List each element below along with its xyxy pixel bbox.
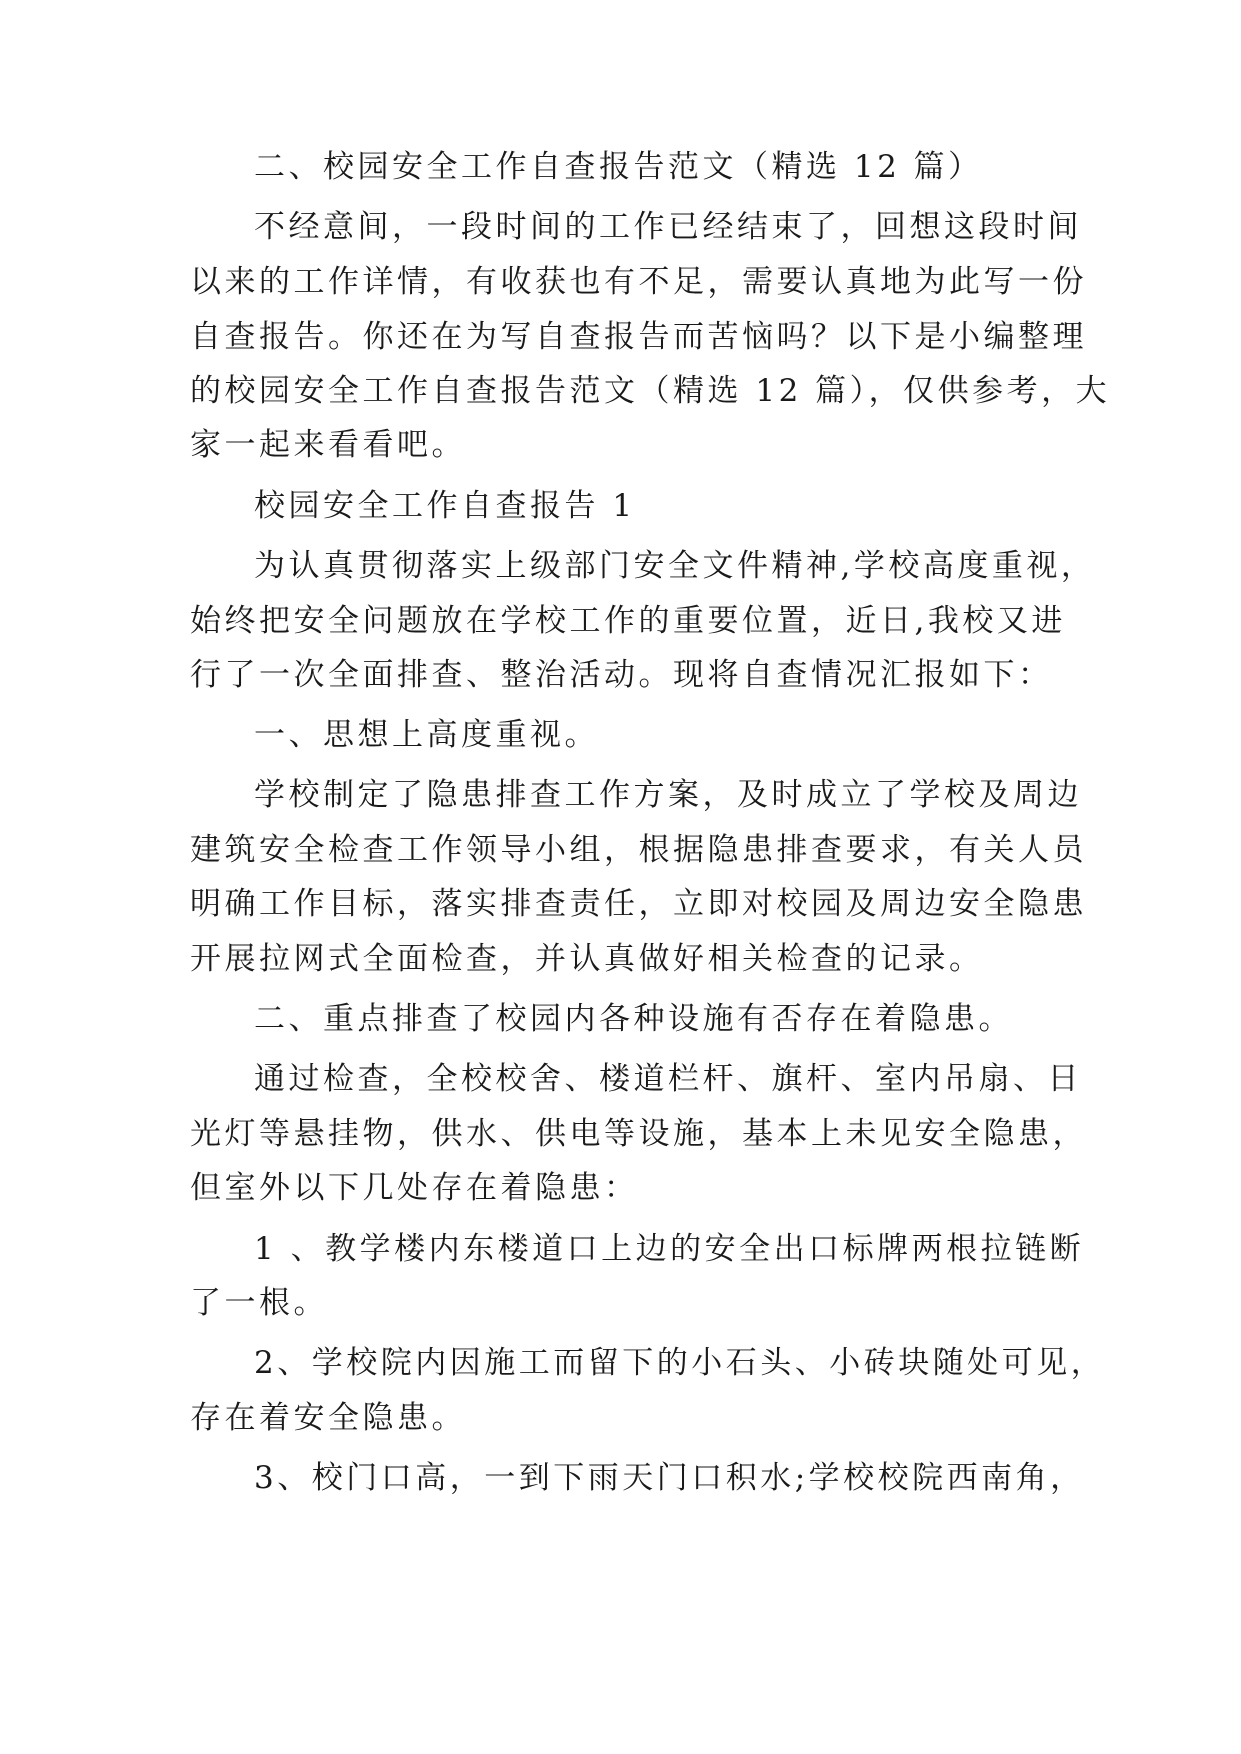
paragraph-line: 行了一次全面排查、整治活动。现将自查情况汇报如下： <box>190 657 1053 693</box>
list-item-line: 了一根。 <box>190 1285 328 1321</box>
paragraph-line: 明确工作目标，落实排查责任，立即对校园及周边安全隐患 <box>190 886 1087 922</box>
list-item-line: 3、校门口高，一到下雨天门口积水;学校校院西南角， <box>254 1460 1085 1496</box>
paragraph-line: 以来的工作详情，有收获也有不足，需要认真地为此写一份 <box>190 264 1087 300</box>
subheading: 二、重点排查了校园内各种设施有否存在着隐患。 <box>254 1001 1013 1037</box>
paragraph-line: 家一起来看看吧。 <box>190 427 466 463</box>
paragraph-line: 但室外以下几处存在着隐患： <box>190 1170 639 1206</box>
paragraph-line: 通过检查，全校校舍、楼道栏杆、旗杆、室内吊扇、日 <box>254 1061 1082 1097</box>
paragraph-line: 始终把安全问题放在学校工作的重要位置，近日,我校又进 <box>190 603 1066 639</box>
paragraph-line: 开展拉网式全面检查，并认真做好相关检查的记录。 <box>190 941 984 977</box>
paragraph-line: 光灯等悬挂物，供水、供电等设施，基本上未见安全隐患， <box>190 1116 1087 1152</box>
paragraph-line: 不经意间，一段时间的工作已经结束了，回想这段时间 <box>254 209 1082 245</box>
list-item-line: 2、学校院内因施工而留下的小石头、小砖块随处可见， <box>254 1345 1106 1381</box>
paragraph-line: 为认真贯彻落实上级部门安全文件精神,学校高度重视， <box>254 548 1096 584</box>
list-item-line: 存在着安全隐患。 <box>190 1400 466 1436</box>
paragraph-line: 学校制定了隐患排查工作方案，及时成立了学校及周边 <box>254 777 1082 813</box>
list-item-line: 1 、教学楼内东楼道口上边的安全出口标牌两根拉链断 <box>254 1231 1085 1267</box>
section-heading: 二、校园安全工作自查报告范文（精选 12 篇） <box>254 149 983 185</box>
paragraph-line: 的校园安全工作自查报告范文（精选 12 篇），仅供参考，大 <box>190 373 1111 409</box>
paragraph-line: 自查报告。你还在为写自查报告而苦恼吗？以下是小编整理 <box>190 319 1087 355</box>
report-title: 校园安全工作自查报告 1 <box>254 488 636 524</box>
subheading: 一、思想上高度重视。 <box>254 717 599 753</box>
paragraph-line: 建筑安全检查工作领导小组，根据隐患排查要求，有关人员 <box>190 832 1087 868</box>
